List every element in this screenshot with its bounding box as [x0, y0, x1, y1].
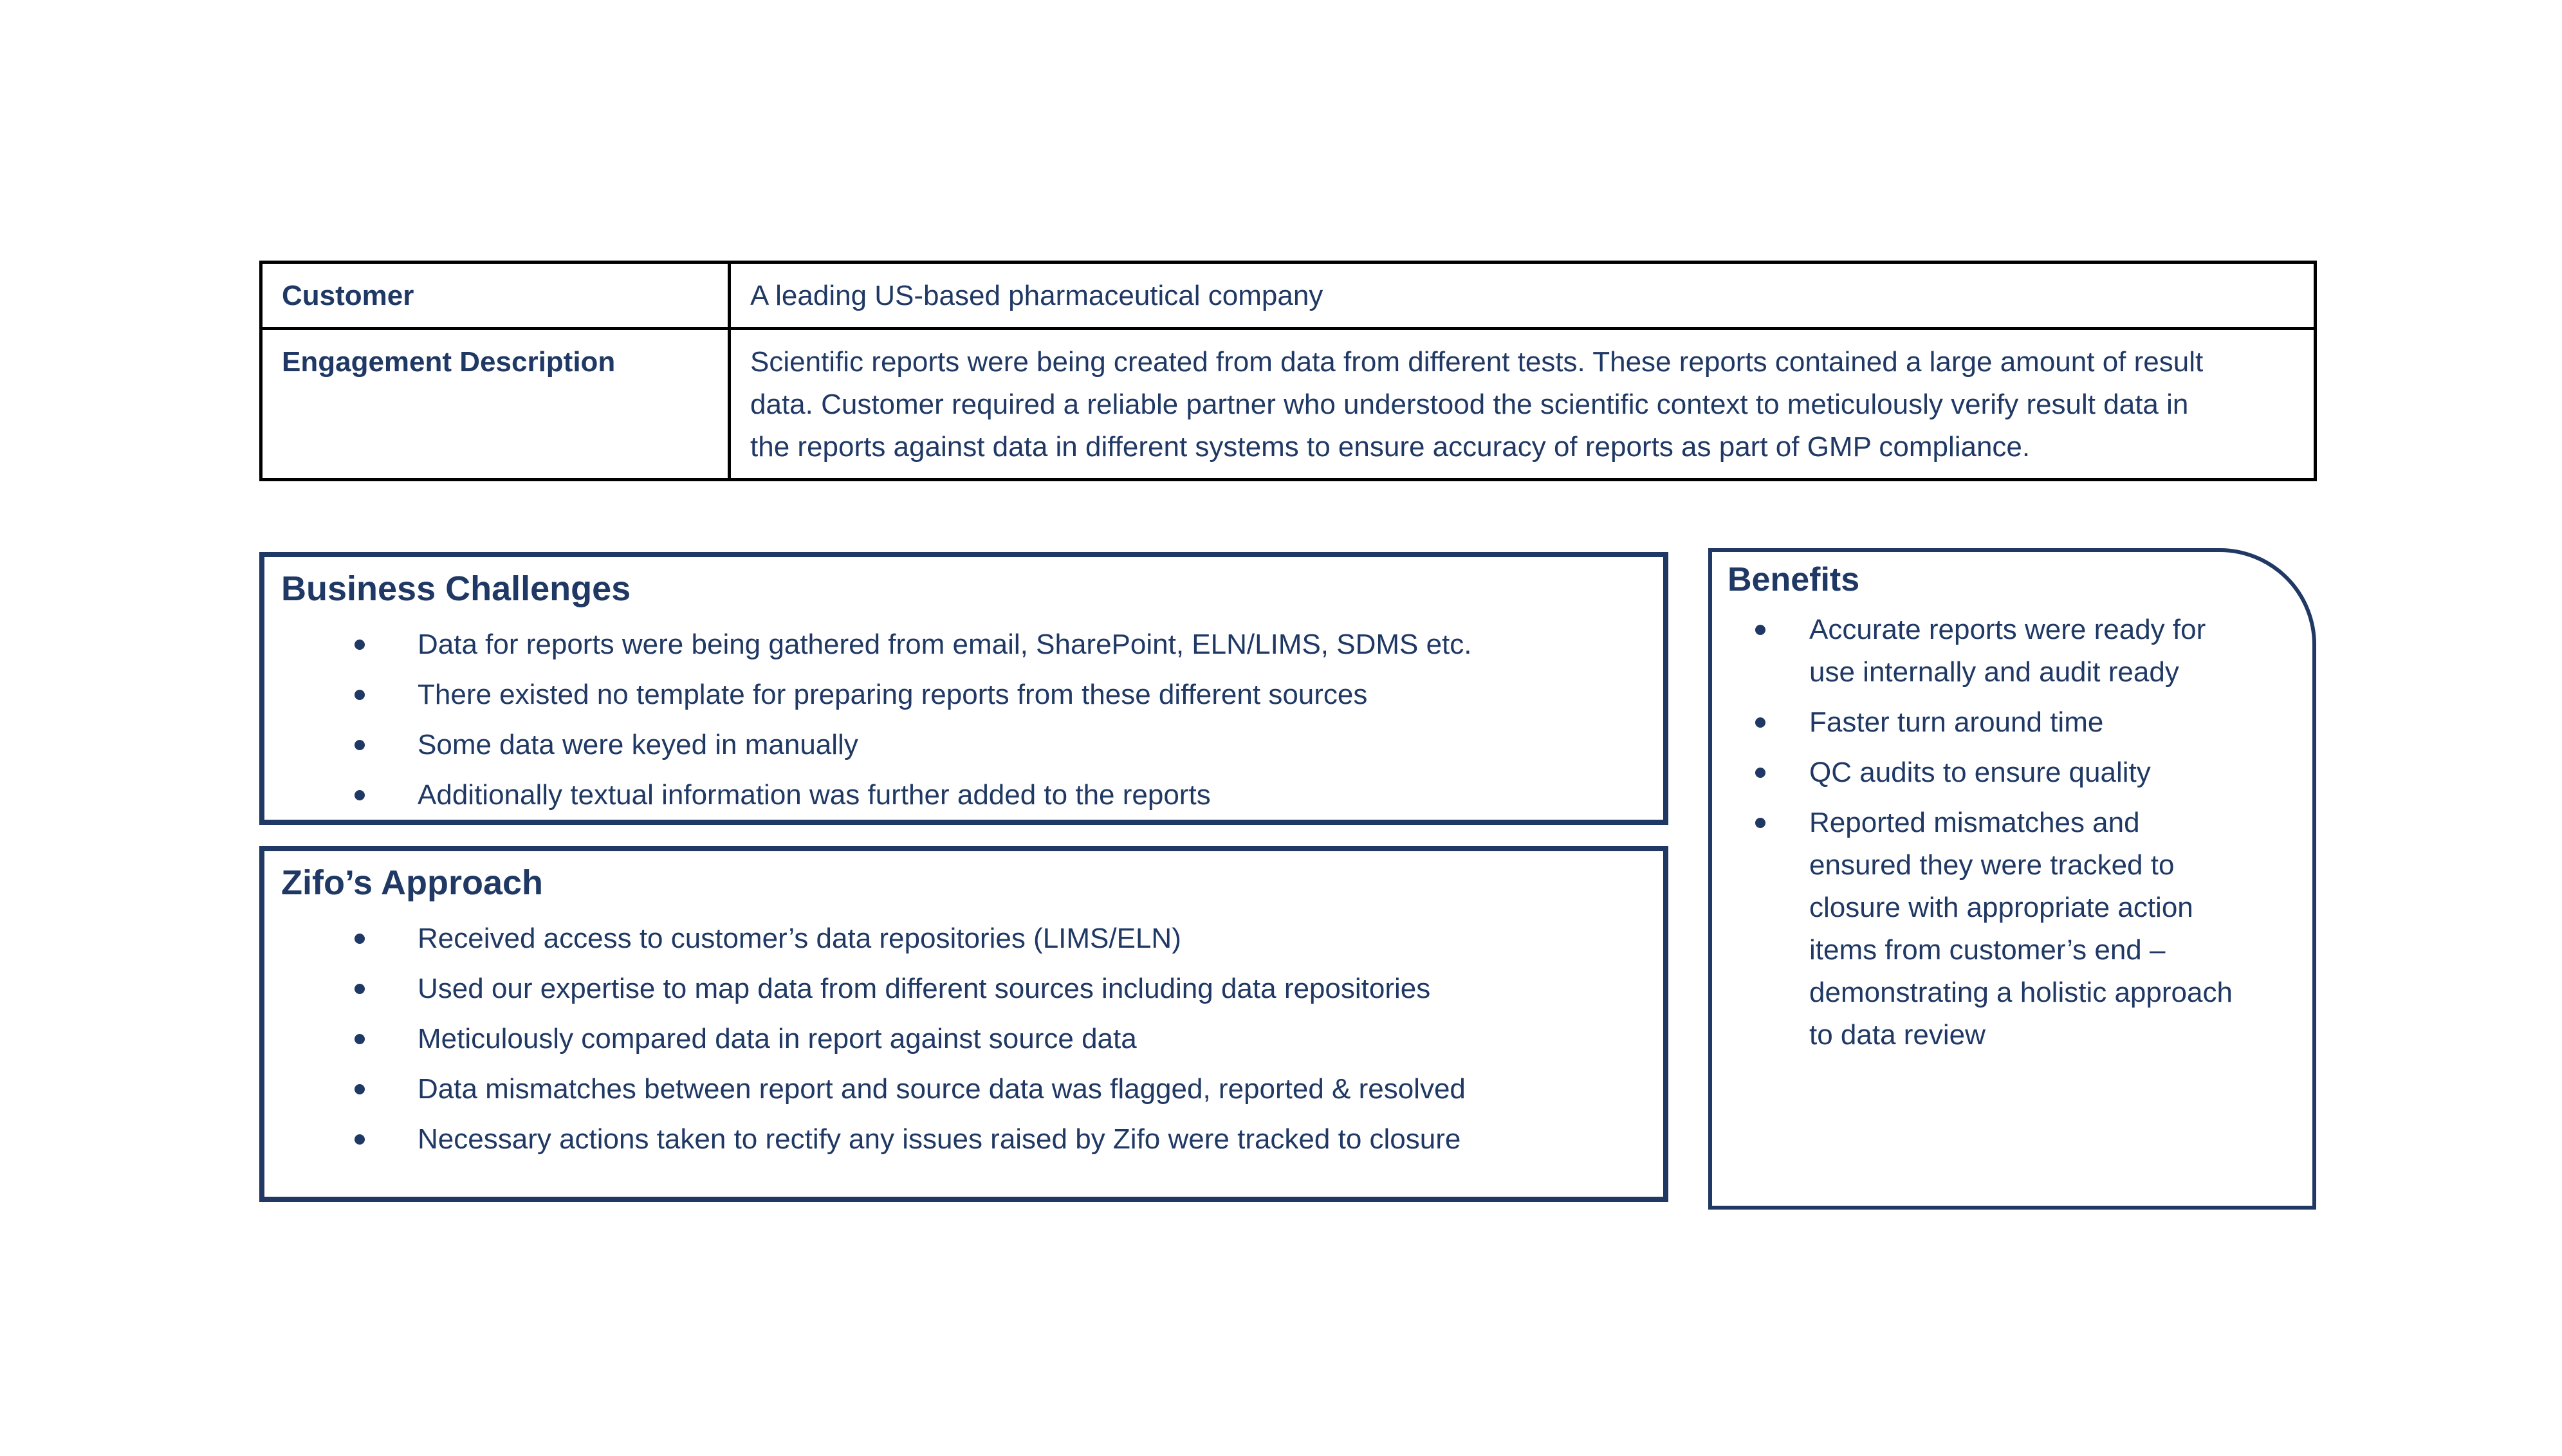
list-item — [264, 1123, 1663, 1156]
list-item — [264, 779, 1663, 812]
table-row-customer — [261, 263, 2316, 329]
list-item — [264, 1073, 1663, 1106]
bullet-icon — [355, 740, 365, 750]
business-challenges-title: Business Challenges — [281, 569, 631, 608]
business-challenges-box — [259, 552, 1668, 825]
bullet-icon — [1755, 768, 1765, 778]
list-item — [264, 1022, 1663, 1056]
list-item — [1712, 609, 2312, 694]
list-item-text: Necessary actions taken to rectify any issues raised by Zifo were tracked to closure — [418, 1123, 1461, 1155]
bullet-icon — [355, 1034, 365, 1044]
list-item — [264, 678, 1663, 712]
list-item — [264, 728, 1663, 762]
benefits-box — [1708, 548, 2316, 1210]
list-item-text: Additionally textual information was further added to the reports — [418, 779, 1211, 811]
bullet-icon — [355, 934, 365, 944]
bullet-icon — [355, 790, 365, 800]
list-item-text: Data for reports were being gathered from email, SharePoint, ELN/LIMS, SDMS etc. — [418, 629, 1472, 660]
engagement-table — [259, 261, 2317, 481]
list-item-text: Received access to customer’s data repositories (LIMS/ELN) — [418, 923, 1181, 954]
list-item — [1712, 701, 2312, 744]
list-item-text: Used our expertise to map data from different sources including data repositories — [418, 973, 1431, 1004]
engagement-description-text: Scientific reports were being created from data from different tests. These reports contained a large amount of result data. Customer required a reliable partner who understood the scientific context to meticulously verify result data in the reports against data in different systems to ensure accuracy of reports as part of GMP compliance. — [750, 346, 2204, 463]
list-item — [1712, 802, 2312, 1056]
bullet-icon — [355, 690, 365, 700]
list-item — [264, 628, 1663, 661]
engagement-description-value — [730, 329, 2316, 480]
bullet-icon — [355, 1084, 365, 1094]
list-item-text: Faster turn around time — [1809, 706, 2104, 738]
benefits-list — [1712, 609, 2312, 1056]
engagement-description-label: Engagement Description — [261, 329, 730, 480]
list-item-text: Accurate reports were ready for use internally and audit ready — [1809, 614, 2206, 688]
zifo-approach-box — [259, 846, 1668, 1202]
business-challenges-list — [264, 628, 1663, 812]
list-item-text: Data mismatches between report and source data was flagged, reported & resolved — [418, 1073, 1466, 1105]
bullet-icon — [1755, 818, 1765, 828]
zifo-approach-list — [264, 922, 1663, 1156]
list-item-text: QC audits to ensure quality — [1809, 757, 2151, 788]
bullet-icon — [1755, 625, 1765, 635]
bullet-icon — [1755, 717, 1765, 728]
list-item-text: Some data were keyed in manually — [418, 729, 858, 760]
list-item — [264, 972, 1663, 1006]
customer-label: Customer — [261, 263, 730, 329]
zifo-approach-title: Zifo’s Approach — [281, 863, 544, 902]
list-item — [264, 922, 1663, 955]
list-item — [1712, 751, 2312, 794]
list-item-text: There existed no template for preparing reports from these different sources — [418, 679, 1368, 710]
list-item-text: Meticulously compared data in report against source data — [418, 1023, 1137, 1055]
customer-value: A leading US-based pharmaceutical company — [730, 263, 2316, 329]
bullet-icon — [355, 1134, 365, 1145]
list-item-text: Reported mismatches and ensured they were tracked to closure with appropriate action items from customer’s end – demonstrating a holistic approach to data review — [1809, 807, 2233, 1051]
benefits-title: Benefits — [1728, 561, 1860, 598]
bullet-icon — [355, 984, 365, 994]
table-row-engagement-description — [261, 329, 2316, 480]
bullet-icon — [355, 640, 365, 650]
